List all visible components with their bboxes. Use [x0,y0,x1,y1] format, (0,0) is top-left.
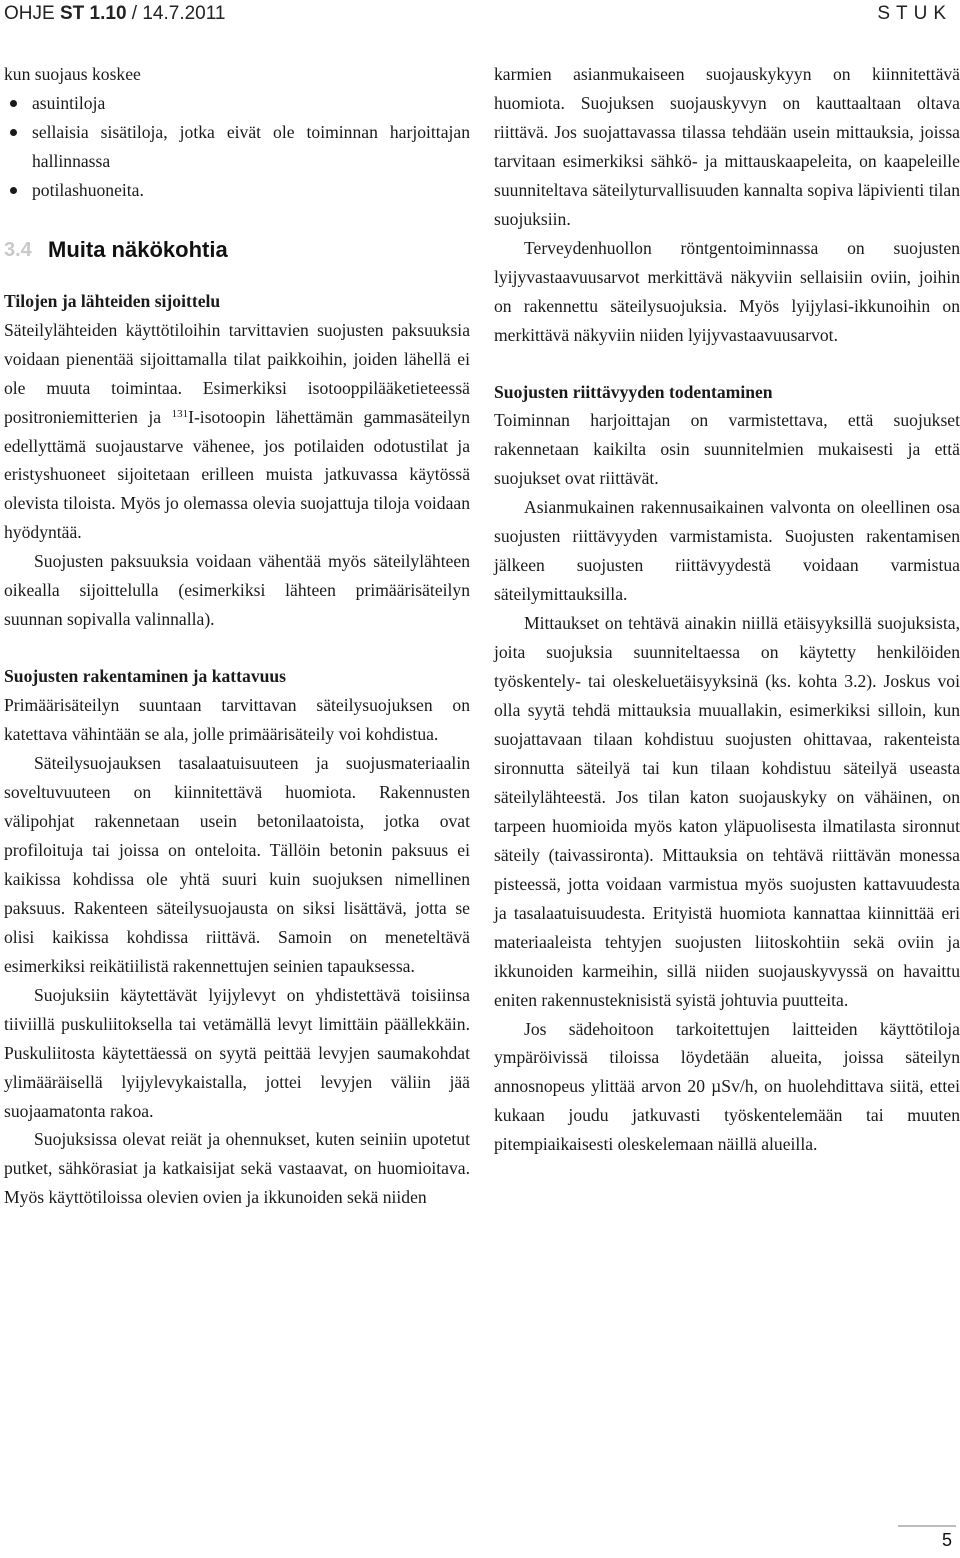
section-heading [4,233,470,269]
paragraph: Terveydenhuollon röntgentoiminnassa on suojusten lyijyvastaavuusarvot merkittävä näkyviin sellaisiin oviin, joihin on rakennettu säteilysuojuksia. Myös lyijylasi-ikkunoihin on merkittävä näkyviin niiden lyijyvastaavuusarvot. [494,237,960,345]
isotope-mass-number: 131 [171,407,189,420]
paragraph-text: Säteilylähteiden käyttötiloihin tarvittavien suojusten paksuuksia voidaan pienentää sijoittamalla tilat paikkoihin, joiden lähellä ei ole muuta toimintaa. Esimerkiksi isotooppilääketieteessä positroniemitterien ja [4,319,470,427]
paragraph: Suojuksiin käytettävät lyijylevyt on yhdistettävä toisiinsa tiiviillä puskuliitoksella tai vetämällä levyt limittäin päällekkäin. Puskuliitosta käytettäessä on syytä peittää levyjen saumakohdat ylimääräisellä lyijylevykaistalla, jottei levyjen väliin jää suojaamatonta rakoa. [4,984,470,1121]
paragraph: Suojusten paksuuksia voidaan vähentää myös säteilylähteen oikealla sijoittelulla (esimerkiksi lähteen primäärisäteilyn suunnan sopivalla valinnalla). [4,551,470,630]
bullet-item: asuintiloja [4,89,470,118]
bullet-item: sellaisia sisätiloja, jotka eivät ole toiminnan harjoittajan hallinnassa [4,118,470,176]
paragraph: karmien asianmukaiseen suojauskykyyn on kiinnitettävä huomiota. Suojuksen suojauskyvyn on kauttaaltaan oltava riittävä. Jos suojattavassa tilassa tehdään usein mittauksia, joissa tarvitaan esimerkiksi sähkö- ja mittauskaapeleita, on kaapeleille suunniteltava säteilyturvallisuuden kannalta sopiva läpivienti tilan suojuksiin. [494,64,960,229]
section-number: 3.4 [4,239,32,262]
subheading-verification: Suojusten riittävyyden todentaminen [494,381,773,402]
footer-divider [898,1525,956,1527]
right-column [494,60,960,1159]
subheading-construction: Suojusten rakentaminen ja kattavuus [4,666,287,687]
paragraph [4,316,470,548]
paragraph: Säteilysuojauksen tasalaatuisuuteen ja suojusmateriaalin soveltuvuuteen on kiinnitettävä huomiota. Rakennusten välipohjat rakennetaan usein betonilaatoista, jotka ovat profiloituja tai joissa on onteloita. Tällöin betonin paksuus ei kaikissa kohdissa ole yhtä suuri kuin suojuksen nimellinen paksuus. Rakenteen säteilysuojausta on siksi lisättävä, jotta se olisi kaikissa kohdissa riittävä. Samoin on meneteltävä esimerkiksi reikätiilistä rakennettujen seinien tapauksessa. [4,753,470,976]
paragraph: Toiminnan harjoittajan on varmistettava, että suojukset rakennetaan kaikilta osin suunnitelmien mukaisesti ja että suojukset ovat riittävät. [494,410,960,489]
paragraph: Primäärisäteilyn suuntaan tarvittavan säteilysuojuksen on katettava vähintään se ala, jolle primäärisäteily voi kohdistua. [4,695,470,745]
paragraph-text: I-isotoopin lähettämän gammasäteilyn edellyttämä suojaustarve vähenee, jos potilaiden odotustilat ja eristyshuoneet sijoitetaan erilleen muista jatkuvassa käytössä olevista tiloista. Myös jo olemassa olevia suojattuja tiloja voidaan hyödyntää. [4,406,471,543]
header-org: STUK [877,3,952,24]
header-doc-id: ST 1.10 [59,3,127,24]
section-title: Muita näkökohtia [48,237,228,263]
paragraph: Suojuksissa olevat reiät ja ohennukset, kuten seiniin upotetut putket, sähkörasiat ja katkaisijat sekä vastaavat, on huomioitava. Myös käyttötiloissa olevien ovien ja ikkunoiden sekä niiden [4,1129,470,1208]
subheading-placement: Tilojen ja lähteiden sijoittelu [4,290,221,311]
header-doc-ref [4,0,225,28]
bullet-list [4,89,470,205]
bullet-item: potilashuoneita. [4,176,470,205]
paragraph: Asianmukainen rakennusaikainen valvonta on oleellinen osa suojusten riittävyyden varmistamista. Suojusten rakentamisen jälkeen suojusten riittävyydestä voidaan varmistua säteilymittauksilla. [494,497,960,605]
page-number: 5 [941,1530,952,1550]
paragraph: Mittaukset on tehtävä ainakin niillä etäisyyksillä suojuksista, joita suojuksia suunniteltaessa on käytetty henkilöiden työskentely- tai oleskeluetäisyyksinä (ks. kohta 3.2). Joskus voi olla syytä tehdä mittauksia muuallakin, esimerkiksi silloin, kun suojattavaan tilaan kohdistuu suojusten ohittavaa, rakenteista sironnutta säteilyä tai kun tilaan kohdistuu säteilyä useasta säteilylähteestä. Jos tilan katon suojauskyky on vähäinen, on tarpeen huomioida myös katon yläpuolisesta ilmatilasta sironnut säteily (taivassironta). Mittauksia on tehtävä riittävän monessa pisteessä, jotta voidaan varmistua myös suojusten kattavuudesta ja tasalaatuisuudesta. Erityistä huomiota kannattaa kiinnittää eri materiaaleista tehtyjen suojusten liitoskohtiin sekä oviin ja ikkunoiden karmeihin, sillä niiden suojauskyvyssä on havaittu eniten rakennusteknisistä syistä johtuvia puutteita. [494,613,960,1010]
intro-text: kun suojaus koskee [4,64,141,84]
page-header [4,0,956,30]
left-column [4,60,470,1212]
paragraph: Jos sädehoitoon tarkoitettujen laitteiden käyttötiloja ympäröivissä tiloissa löydetään alueita, joissa säteilyn annosnopeus ylittää arvon 20 µSv/h, on huolehdittava siitä, ettei kukaan joudu jatkuvasti työskentelemään tai muuten pitempiaikaisesti oleskelemaan näillä alueilla. [494,1018,960,1155]
header-doc-type: OHJE [4,3,55,24]
header-date: / 14.7.2011 [131,3,226,24]
